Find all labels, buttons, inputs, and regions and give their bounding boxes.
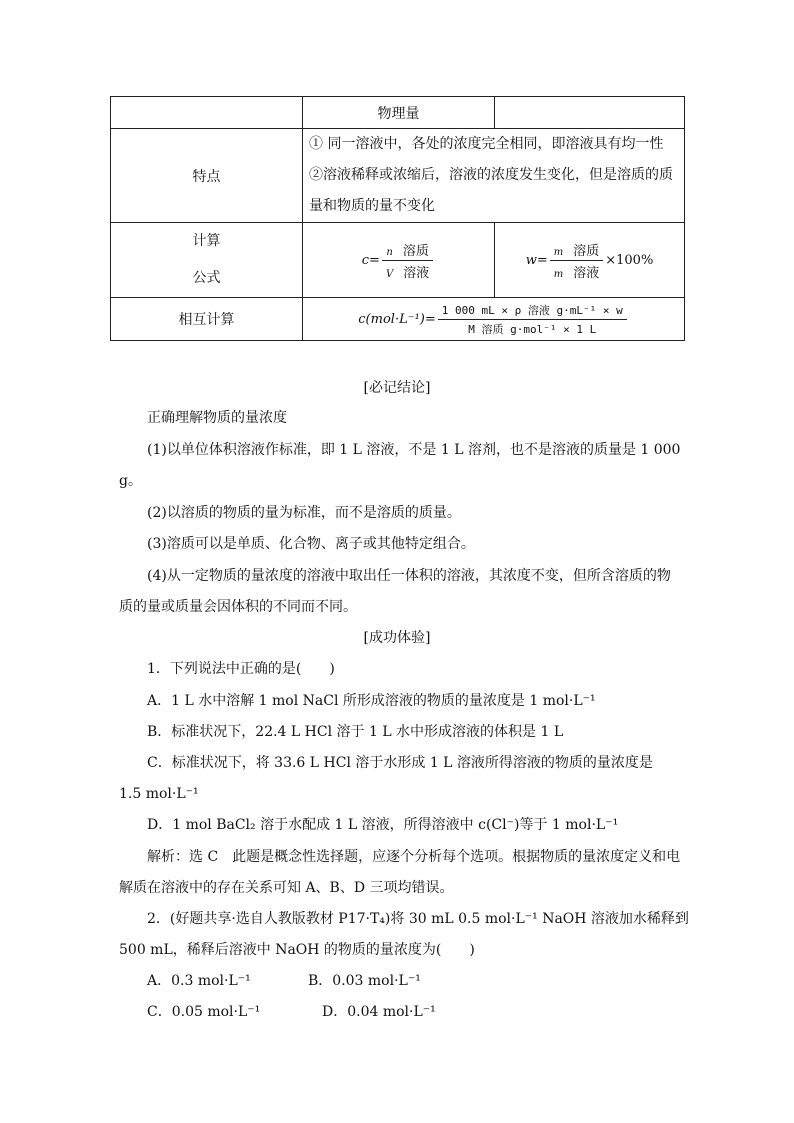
fraction — [382, 240, 433, 281]
label-line: 计算 — [192, 233, 221, 249]
mass-fraction-formula — [526, 240, 654, 281]
molarity-formula — [362, 240, 435, 281]
table-header-cell: 物理量 — [303, 97, 495, 129]
subheading: 正确理解物质的量浓度 — [147, 410, 287, 426]
row-label-conversion: 相互计算 — [111, 298, 303, 341]
option: D．1 mol BaCl₂ 溶于水配成 1 L 溶液，所得溶液中 c(Cl⁻)等于 1 mol·L⁻¹ — [147, 817, 619, 833]
option: C．0.05 mol·L⁻¹ — [147, 1004, 261, 1020]
var: m — [553, 246, 564, 258]
term: 溶液 — [573, 265, 600, 281]
option: D．0.04 mol·L⁻¹ — [322, 1004, 436, 1020]
features-cell — [303, 129, 685, 223]
table-row — [111, 223, 685, 298]
option: B．0.03 mol·L⁻¹ — [308, 973, 421, 989]
option: 1.5 mol·L⁻¹ — [119, 786, 199, 802]
numerator: 1 000 mL × ρ 溶液 g·mL⁻¹ × w — [438, 302, 627, 320]
section-heading: [成功体验] — [363, 630, 431, 646]
row-label-features: 特点 — [111, 129, 303, 223]
table-row — [111, 298, 685, 341]
question: 1．下列说法中正确的是( ) — [147, 661, 335, 677]
feature-line: ②溶液稀释或浓缩后，溶液的浓度发生变化，但是溶质的质 — [309, 167, 673, 183]
row-label-formula — [111, 223, 303, 298]
answer: 解析：选 C 此题是概念性选择题，应逐个分析每个选项。根据物质的量浓度定义和电 — [147, 849, 681, 865]
feature-line: ① 同一溶液中，各处的浓度完全相同，即溶液具有均一性 — [309, 136, 664, 152]
var: V — [385, 268, 394, 280]
answer: 解质在溶液中的存在关系可知 A、B、D 三项均错误。 — [119, 880, 454, 896]
feature-line: 量和物质的量不变化 — [309, 198, 435, 214]
paragraph: (4)从一定物质的量浓度的溶液中取出任一体积的溶液，其浓度不变，但所含溶质的物 — [147, 568, 671, 584]
paragraph: (3)溶质可以是单质、化合物、离子或其他特定组合。 — [147, 536, 475, 552]
formula-lhs: w= — [525, 252, 548, 268]
table-row — [111, 129, 685, 223]
option: A．1 L 水中溶解 1 mol NaCl 所形成溶液的物质的量浓度是 1 mol·L⁻¹ — [147, 693, 596, 709]
option: B．标准状况下，22.4 L HCl 溶于 1 L 水中形成溶液的体积是 1 L — [147, 724, 564, 740]
label-line: 公式 — [192, 270, 221, 286]
concentration-table — [110, 96, 685, 341]
fraction — [438, 302, 627, 337]
conversion-formula-cell — [303, 298, 685, 341]
term: 溶质 — [402, 243, 429, 259]
section-heading: [必记结论] — [363, 380, 431, 396]
var: m — [553, 268, 564, 280]
fraction — [550, 240, 604, 281]
formula-lhs: c= — [361, 252, 380, 268]
question: 500 mL，稀释后溶液中 NaOH 的物质的量浓度为( ) — [119, 942, 475, 958]
mass-fraction-formula-cell — [495, 223, 685, 298]
conversion-formula — [358, 302, 628, 337]
paragraph: (2)以溶质的物质的量为标准，而不是溶质的质量。 — [147, 505, 461, 521]
term: 溶质 — [573, 243, 600, 259]
term: 溶液 — [403, 265, 430, 281]
option: A．0.3 mol·L⁻¹ — [147, 973, 251, 989]
table-row — [111, 97, 685, 129]
var: n — [386, 246, 393, 258]
paragraph: 质的量或质量会因体积的不同而不同。 — [119, 599, 357, 615]
paragraph: (1)以单位体积溶液作标准，即 1 L 溶液，不是 1 L 溶剂，也不是溶液的质量是 1 000 — [147, 442, 681, 458]
denominator: M 溶质 g·mol⁻¹ × 1 L — [468, 322, 597, 336]
molarity-formula-cell — [303, 223, 495, 298]
table-cell — [495, 97, 685, 129]
formula-lhs: c(mol·L⁻¹)= — [358, 311, 436, 327]
table-cell — [111, 97, 303, 129]
paragraph: g。 — [119, 473, 142, 489]
question: 2．(好题共享·选自人教版教材 P17·T₄)将 30 mL 0.5 mol·L⁻¹ NaOH 溶液加水稀释到 — [147, 911, 689, 927]
formula-rhs: ×100% — [605, 252, 654, 268]
option: C．标准状况下，将 33.6 L HCl 溶于水形成 1 L 溶液所得溶液的物质的量浓度是 — [147, 755, 653, 771]
